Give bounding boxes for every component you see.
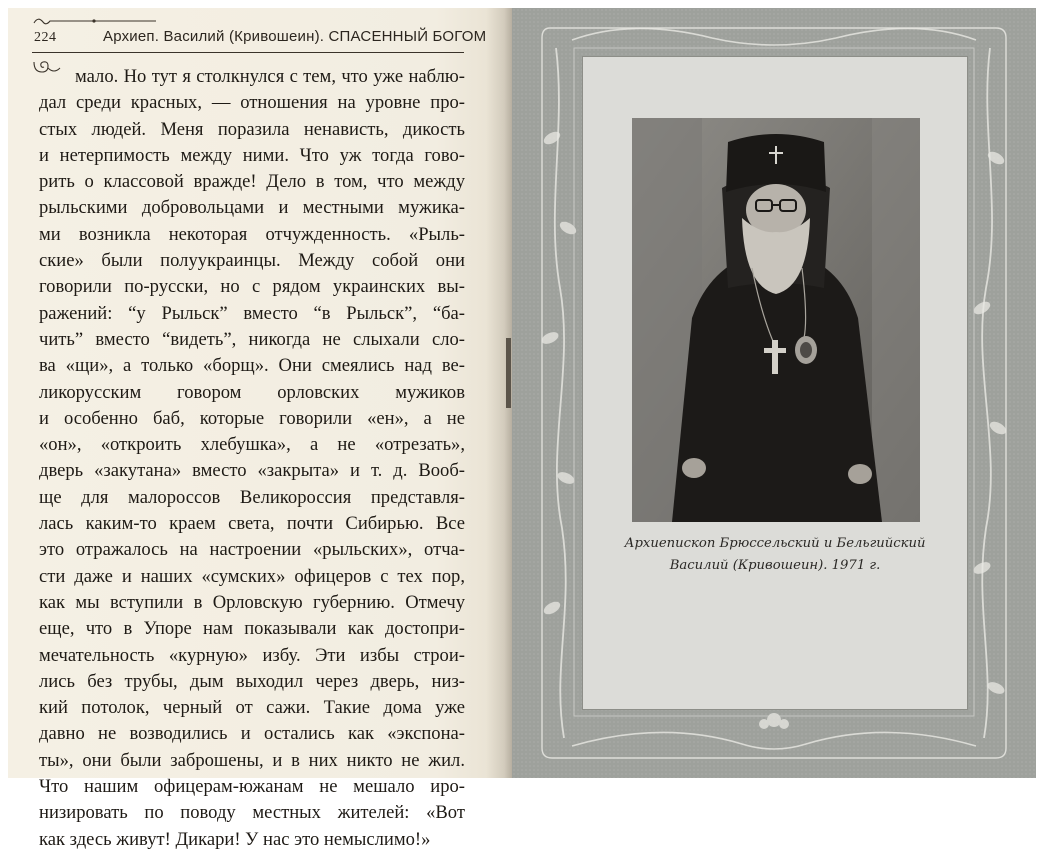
text-line: мало. Но тут я столкнулся с тем, что уже наблю- xyxy=(75,66,465,87)
text-line: Что нашим офицерам-южанам не мешало иро- xyxy=(39,776,465,798)
text-line: ликорусским говором орловских мужиков xyxy=(39,381,465,403)
book-spread xyxy=(8,8,1036,850)
portrait-photo xyxy=(632,118,920,522)
text-line: дал среди красных, — отношения на уровне про- xyxy=(39,92,465,114)
text-line: ты», они были заброшены, и в них никто не жил. xyxy=(39,749,465,771)
text-line: и особенно баб, которые говорили «ен», а не xyxy=(39,407,465,429)
text-line: сти даже и наших «сумских» офицеров с тех пор, xyxy=(39,565,465,587)
text-line: ще для малороссов Великороссия представля- xyxy=(39,486,465,508)
text-line: ские» были полуукраинцы. Между собой они xyxy=(39,250,465,272)
binding-staple xyxy=(506,338,511,408)
text-line: дверь «закутана» вместо «закрыта» и т. д. Вооб- xyxy=(39,460,465,482)
text-line: чить” вместо “видеть”, никогда не слыхали сло- xyxy=(39,328,465,350)
photo-caption xyxy=(603,533,947,577)
text-line: стых людей. Меня поразила ненависть, дикость xyxy=(39,118,465,140)
right-page xyxy=(512,8,1036,778)
text-line: ми возникла некоторая отчужденность. «Рыль- xyxy=(39,223,465,245)
text-line: лись без трубы, дым выходил через дверь, низ- xyxy=(39,670,465,692)
text-line: рить о классовой вражде! Дело в том, что между xyxy=(39,171,465,193)
photo-panel xyxy=(582,56,968,710)
text-line: лась каким-то краем света, почти Сибирью. Все xyxy=(39,513,465,535)
text-line: и нетерпимость между ними. Что уж тогда гово- xyxy=(39,144,465,166)
header-rule xyxy=(32,52,464,53)
text-line: низировать по поводу местных жителей: «Вот xyxy=(39,802,465,824)
text-line: это отражалось на настроении «рыльских», отча- xyxy=(39,539,465,561)
text-line: кий потолок, черный от сажи. Такие дома уже xyxy=(39,697,465,719)
running-head: Архиеп. Василий (Кривошеин). СПАСЕННЫЙ БОГОМ xyxy=(103,28,487,45)
page-number: 224 xyxy=(34,30,57,45)
text-line: ражений: “у Рыльск” вместо “в Рыльск”, “ба- xyxy=(39,302,465,324)
text-line: ва «щи», а только «борщ». Они смеялись над ве- xyxy=(39,355,465,377)
text-line: еще, что в Упоре нам показывали как достопри- xyxy=(39,618,465,640)
text-line: мечательность «курную» избу. Эти избы строи- xyxy=(39,644,465,666)
text-line: как мы вступили в Орловскую губернию. Отмечу xyxy=(39,591,465,613)
caption-line: Василий (Кривошеин). 1971 г. xyxy=(669,558,881,573)
text-line: говорили по-русски, но с рядом украинских вы- xyxy=(39,276,465,298)
header-ornament xyxy=(32,14,158,28)
text-line: рыльскими добровольцами и местными мужика- xyxy=(39,197,465,219)
caption-line: Архиепископ Брюссельский и Бельгийский xyxy=(624,536,926,551)
text-line: как здесь живут! Дикари! У нас это немыслимо!» xyxy=(39,828,431,850)
text-line: «он», «откроить хлебушка», а не «отрезать», xyxy=(39,434,465,456)
body-text xyxy=(39,64,465,853)
left-page xyxy=(8,8,512,850)
text-line: давно не возводились и остались как «экспона- xyxy=(39,723,465,745)
